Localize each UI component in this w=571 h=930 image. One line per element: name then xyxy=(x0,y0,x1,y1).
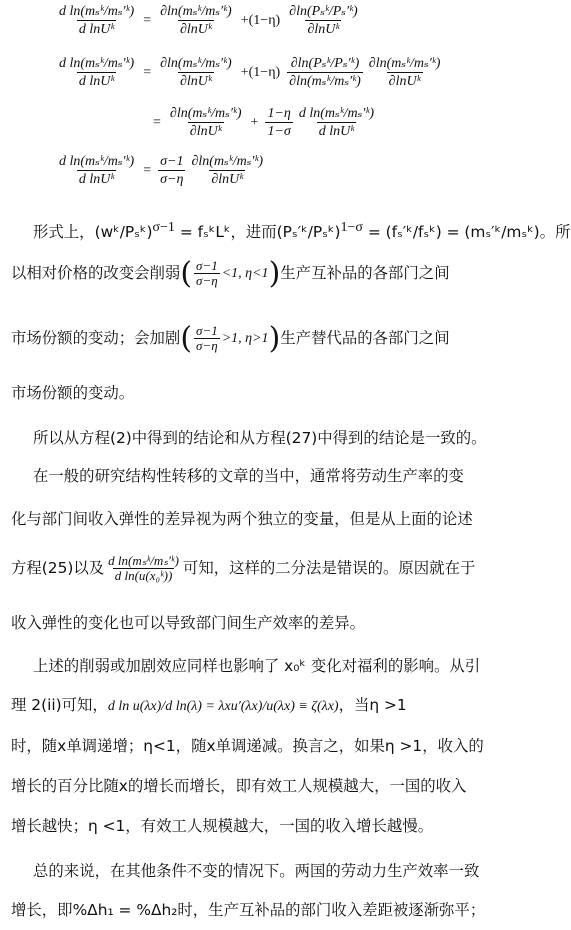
eq1-lhs-fraction: $\frac{\text{d ln(mₛᵏ/mₛ′ᵏ)}}{\text{d lnUᵏ}}$ xyxy=(59,4,135,37)
paragraph-4-line-2: 理 2(ii)可知，d ln u(λx)/d ln(λ) = λxu′(λx)/u(λx) ≡ ζ(λx)，当η >1 xyxy=(11,696,407,714)
paragraph-4-line-3: 时，随x单调递增；η<1，随x单调递减。换言之，如果η >1，收入的 xyxy=(11,737,484,755)
equation-2: $\frac{\text{d ln(mₛᵏ/mₛ′ᵏ)}}{\text{d lnUᵏ}}$ = $\frac{\text{∂ln(mₛᵏ/mₛ′ᵏ)}}{\text{∂lnUᵏ}}$ +(1−η) $\frac{\text{∂ln(Pₛᵏ/Pₛ′ᵏ)}}{\text{∂ln(mₛᵏ/mₛ′ᵏ)}}$ $\frac{\text{∂ln(mₛᵏ/mₛ′ᵏ)}}{\text{∂lnUᵏ}}$ xyxy=(59,56,441,89)
paragraph-4-line-4: 增长的百分比随x的增长而增长，即有效工人规模越大，一国的收入 xyxy=(11,777,467,795)
paragraph-5-line-2: 增长，即%Δh₁ = %Δh₂时，生产互补品的部门收入差距被逐渐弥平； xyxy=(11,901,486,919)
paragraph-2: 所以从方程(2)中得到的结论和从方程(27)中得到的结论是一致的。 xyxy=(33,429,487,447)
paragraph-1-line-1: 形式上，(wᵏ/Pₛᵏ)$^{\sigma-1}$ = fₛᵏLᵏ，进而(Pₛ′ᵏ/Pₛᵏ)$^{1-\sigma}$ = (fₛ′ᵏ/fₛᵏ) = (mₛ′ᵏ/mₛᵏ)。所 xyxy=(33,220,571,242)
paragraph-3-line-1: 在一般的研究结构性转移的文章的当中，通常将劳动生产率的变 xyxy=(33,467,464,485)
weaken-condition: ( $\frac{\sigma-1}{\sigma-\eta}$ <1, η<1 ) xyxy=(180,255,281,291)
eq2-term3-fraction: $\frac{\text{∂ln(mₛᵏ/mₛ′ᵏ)}}{\text{∂lnUᵏ}}$ xyxy=(368,56,441,89)
eq2-term1-fraction: $\frac{\text{∂ln(mₛᵏ/mₛ′ᵏ)}}{\text{∂lnUᵏ}}$ xyxy=(160,56,232,89)
paragraph-3-line-3: 方程(25)以及 $\frac{\text{d ln(mₛᵏ/mₛ′ᵏ)}}{\text{d ln(u(x₀ᵏ))}}$ 可知，这样的二分法是错误的。原因就在于 xyxy=(11,553,476,583)
eq2-lhs-fraction: $\frac{\text{d ln(mₛᵏ/mₛ′ᵏ)}}{\text{d lnUᵏ}}$ xyxy=(59,56,135,89)
eq3-term2-fraction: $\frac{\text{d ln(mₛᵏ/mₛ′ᵏ)}}{\text{d lnUᵏ}}$ xyxy=(298,106,375,139)
paragraph-4-line-1: 上述的削弱或加剧效应同样也影响了 x₀ᵏ 变化对福利的影响。从引 xyxy=(33,657,481,675)
eq2-term2-fraction: $\frac{\text{∂ln(Pₛᵏ/Pₛ′ᵏ)}}{\text{∂ln(mₛᵏ/mₛ′ᵏ)}}$ xyxy=(289,56,361,89)
paragraph-1-line-2: 以相对价格的改变会削弱 ( $\frac{\sigma-1}{\sigma-\eta}$ <1, η<1 ) 生产互补品的各部门之间 xyxy=(11,251,564,295)
eq4-term-fraction: $\frac{\text{∂ln(mₛᵏ/mₛ′ᵏ)}}{\text{∂lnUᵏ}}$ xyxy=(191,154,264,187)
equation-4: $\frac{\text{d ln(mₛᵏ/mₛ′ᵏ)}}{\text{d lnUᵏ}}$ = $\frac{\sigma-1}{\sigma-\eta}$ $\frac{\text{∂ln(mₛᵏ/mₛ′ᵏ)}}{\text{∂lnUᵏ}}$ xyxy=(59,154,264,187)
eq1-term2-fraction: $\frac{\text{∂ln(Pₛᵏ/Pₛ′ᵏ)}}{\text{∂lnUᵏ}}$ xyxy=(289,4,358,37)
paragraph-5-line-1: 总的来说，在其他条件不变的情况下。两国的劳动力生产效率一致 xyxy=(33,862,480,880)
eq3-coef-fraction: $\frac{1-\eta}{1-\sigma}$ xyxy=(267,106,291,139)
share-elasticity-fraction: $\frac{\text{d ln(mₛᵏ/mₛ′ᵏ)}}{\text{d ln(u(x₀ᵏ))}}$ xyxy=(108,553,179,583)
eq1-term1-fraction: $\frac{\text{∂ln(mₛᵏ/mₛ′ᵏ)}}{\text{∂lnUᵏ}}$ xyxy=(160,4,232,37)
eq3-term1-fraction: $\frac{\text{∂ln(mₛᵏ/mₛ′ᵏ)}}{\text{∂lnUᵏ}}$ xyxy=(169,106,242,139)
paragraph-1-line-4: 市场份额的变动。 xyxy=(11,384,135,402)
equation-1: $\frac{\text{d ln(mₛᵏ/mₛ′ᵏ)}}{\text{d lnUᵏ}}$ = $\frac{\text{∂ln(mₛᵏ/mₛ′ᵏ)}}{\text{∂lnUᵏ}}$ +(1−η) $\frac{\text{∂ln(Pₛᵏ/Pₛ′ᵏ)}}{\text{∂lnUᵏ}}$ xyxy=(59,4,358,37)
intensify-condition: ( $\frac{\sigma-1}{\sigma-\eta}$ >1, η>1 ) xyxy=(180,320,281,356)
paragraph-3-line-4: 收入弹性的变化也可以导致部门间生产效率的差异。 xyxy=(11,614,365,632)
paragraph-3-line-2: 化与部门间收入弹性的差异视为两个独立的变量，但是从上面的论述 xyxy=(11,510,473,528)
paragraph-1-line-3: 市场份额的变动；会加剧 ( $\frac{\sigma-1}{\sigma-\eta}$ >1, η>1 ) 生产替代品的各部门之间 xyxy=(11,316,564,360)
eq4-lhs-fraction: $\frac{\text{d ln(mₛᵏ/mₛ′ᵏ)}}{\text{d lnUᵏ}}$ xyxy=(59,154,135,187)
equation-3: = $\frac{\text{∂ln(mₛᵏ/mₛ′ᵏ)}}{\text{∂lnUᵏ}}$ + $\frac{1-\eta}{1-\sigma}$ $\frac{\text{d ln(mₛᵏ/mₛ′ᵏ)}}{\text{d lnUᵏ}}$ xyxy=(153,106,375,139)
paragraph-4-line-5: 增长越快；η <1，有效工人规模越大，一国的收入增长越慢。 xyxy=(11,817,434,835)
eq4-coef-fraction: $\frac{\sigma-1}{\sigma-\eta}$ xyxy=(160,154,184,187)
